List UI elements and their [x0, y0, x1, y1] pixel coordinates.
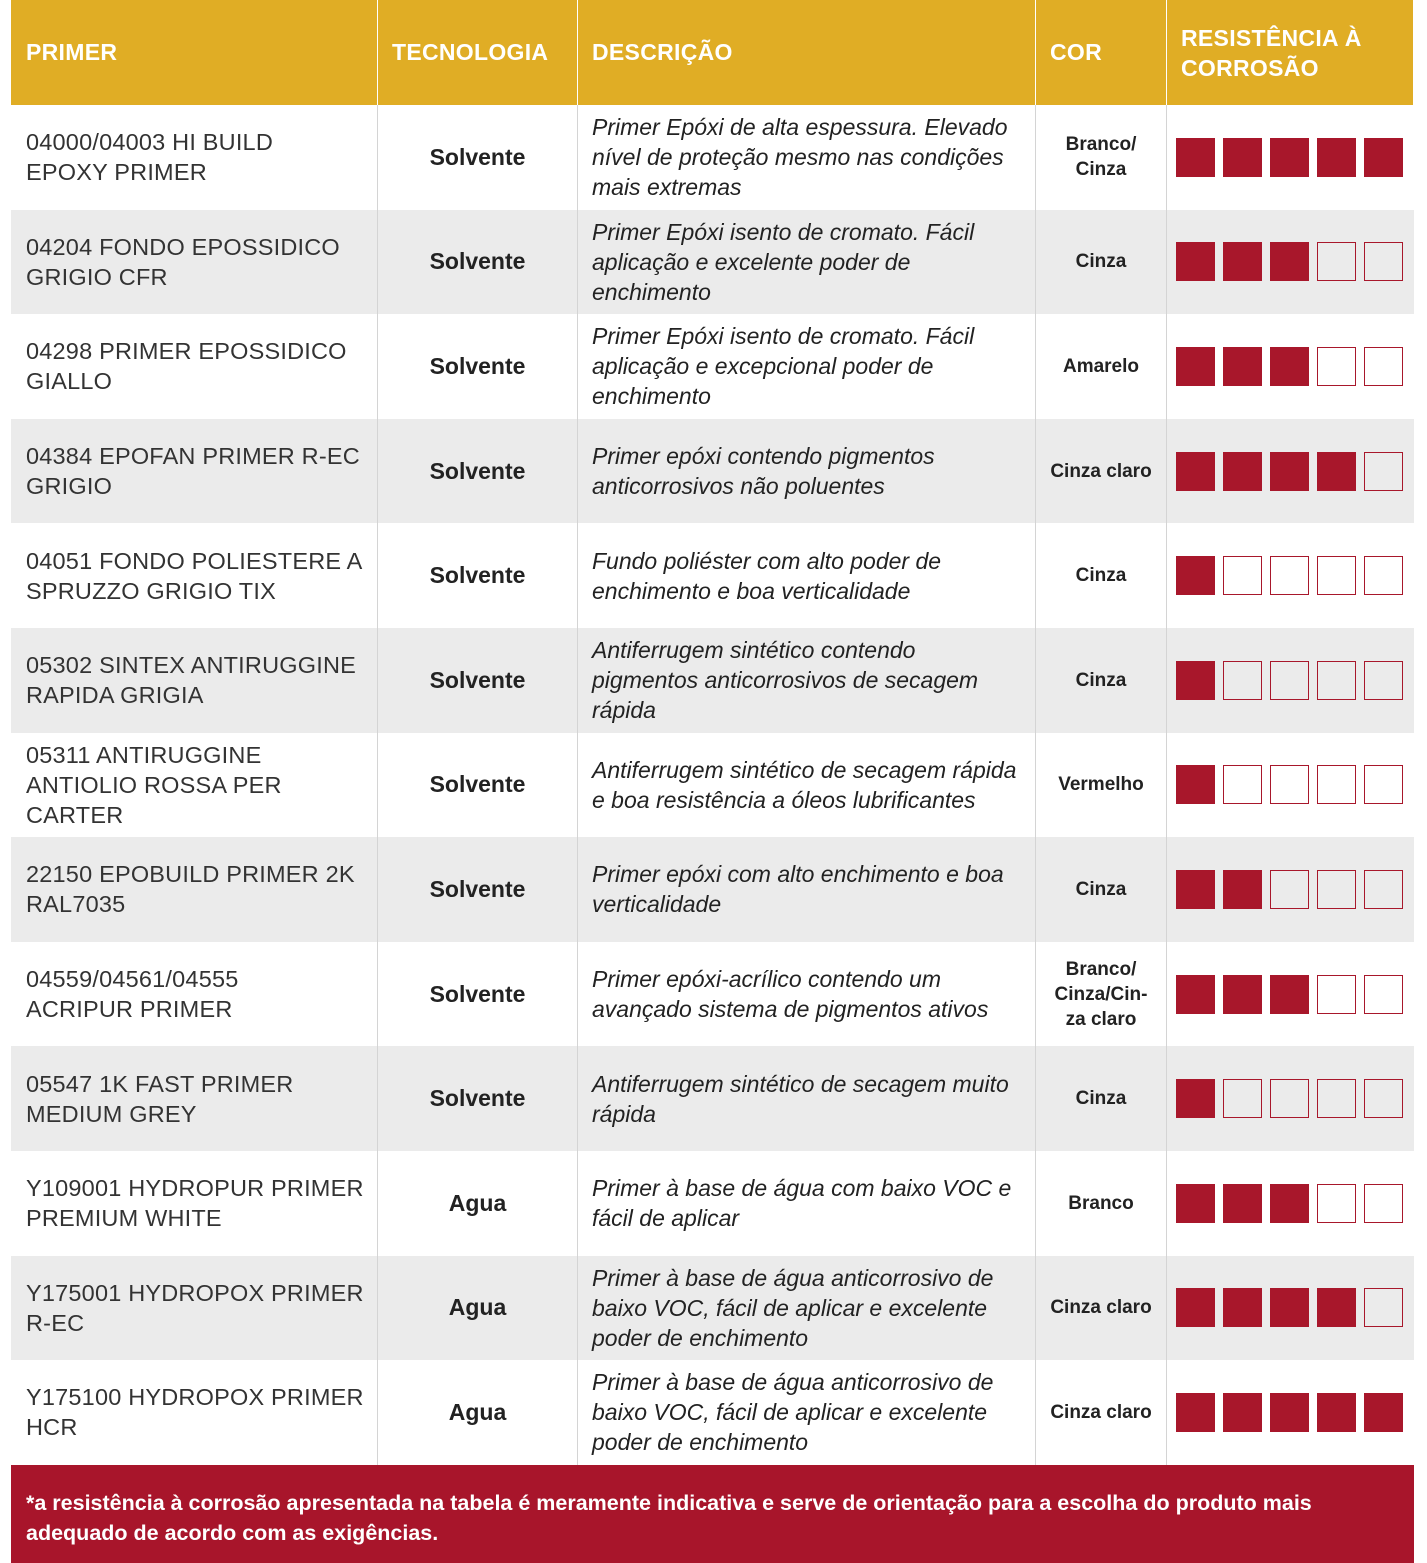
descricao: Primer epóxi com alto enchimento e boa verticalidade	[592, 861, 1004, 918]
table-row	[11, 523, 1414, 628]
descricao-cell	[578, 1046, 1036, 1151]
cor-cell	[1036, 942, 1167, 1047]
primer-name: 04384 EPOFAN PRIMER R-EC GRIGIO	[26, 443, 360, 500]
resistencia-cell	[1167, 105, 1414, 210]
tecnologia: Solvente	[429, 248, 526, 275]
rating-square-filled	[1270, 975, 1309, 1014]
cor-cell	[1036, 1046, 1167, 1151]
cor: Cinza	[1075, 565, 1127, 587]
tecnologia: Agua	[448, 1189, 507, 1216]
rating-square-empty	[1317, 1184, 1356, 1223]
rating-square-empty	[1364, 870, 1403, 909]
resistencia-cell	[1167, 1360, 1414, 1465]
resistencia-cell	[1167, 1256, 1414, 1361]
tecnologia-cell	[378, 314, 578, 419]
tecnologia: Solvente	[429, 980, 526, 1007]
table-row	[11, 1360, 1414, 1465]
table-header-row	[11, 0, 1414, 105]
table-row	[11, 210, 1414, 315]
descricao-cell	[578, 837, 1036, 942]
rating-square-empty	[1364, 975, 1403, 1014]
primer-name-cell	[11, 1151, 378, 1256]
rating-square-filled	[1176, 347, 1215, 386]
rating-square-empty	[1317, 556, 1356, 595]
rating-square-filled	[1270, 1184, 1309, 1223]
rating-square-empty	[1270, 765, 1309, 804]
rating-square-filled	[1223, 975, 1262, 1014]
rating-square-filled	[1176, 1393, 1215, 1432]
primer-name-cell	[11, 314, 378, 419]
rating-square-empty	[1364, 242, 1403, 281]
rating-square-filled	[1223, 1184, 1262, 1223]
primer-name-cell	[11, 942, 378, 1047]
primer-name: Y175100 HYDROPOX PRIMER HCR	[26, 1384, 364, 1441]
tecnologia: Solvente	[429, 1085, 526, 1112]
resistencia-rating	[1176, 452, 1403, 491]
cor: Cinza	[1075, 669, 1127, 691]
rating-square-empty	[1317, 661, 1356, 700]
rating-square-filled	[1223, 1393, 1262, 1432]
tecnologia: Agua	[448, 1398, 507, 1425]
resistencia-cell	[1167, 733, 1414, 838]
rating-square-filled	[1317, 1288, 1356, 1327]
tecnologia-cell	[378, 105, 578, 210]
tecnologia: Solvente	[429, 875, 526, 902]
rating-square-filled	[1223, 138, 1262, 177]
rating-square-filled	[1270, 452, 1309, 491]
rating-square-filled	[1176, 452, 1215, 491]
cor: Amarelo	[1062, 355, 1140, 377]
rating-square-empty	[1364, 556, 1403, 595]
rating-square-empty	[1223, 1079, 1262, 1118]
primer-name: Y109001 HYDROPUR PRIMER PREMIUM WHITE	[26, 1175, 364, 1232]
tecnologia-cell	[378, 419, 578, 524]
descricao-cell	[578, 210, 1036, 315]
cor-cell	[1036, 1151, 1167, 1256]
table-row	[11, 628, 1414, 733]
tecnologia-cell	[378, 942, 578, 1047]
cor-cell	[1036, 210, 1167, 315]
cor-cell	[1036, 419, 1167, 524]
primer-name-cell	[11, 210, 378, 315]
tecnologia-cell	[378, 837, 578, 942]
rating-square-filled	[1364, 1393, 1403, 1432]
rating-square-filled	[1176, 556, 1215, 595]
primer-name: 04204 FONDO EPOSSIDICO GRIGIO CFR	[26, 233, 340, 290]
header-tecnologia: TECNOLOGIA	[378, 0, 578, 105]
descricao-cell	[578, 628, 1036, 733]
tecnologia: Solvente	[429, 457, 526, 484]
rating-square-empty	[1317, 347, 1356, 386]
descricao: Primer epóxi contendo pigmentos anticorrosivos não poluentes	[592, 443, 935, 500]
rating-square-filled	[1223, 1288, 1262, 1327]
tecnologia-cell	[378, 1256, 578, 1361]
rating-square-filled	[1176, 765, 1215, 804]
resistencia-rating	[1176, 347, 1403, 386]
tecnologia: Solvente	[429, 143, 526, 170]
descricao-cell	[578, 105, 1036, 210]
primer-name: 04559/04561/04555 ACRIPUR PRIMER	[26, 966, 239, 1023]
rating-square-filled	[1364, 138, 1403, 177]
resistencia-rating	[1176, 1079, 1403, 1118]
tecnologia: Solvente	[429, 771, 526, 798]
rating-square-empty	[1317, 870, 1356, 909]
rating-square-filled	[1270, 138, 1309, 177]
cor-cell	[1036, 105, 1167, 210]
rating-square-filled	[1223, 242, 1262, 281]
resistencia-cell	[1167, 523, 1414, 628]
rating-square-empty	[1364, 661, 1403, 700]
resistencia-cell	[1167, 628, 1414, 733]
primer-name: 04298 PRIMER EPOSSIDICO GIALLO	[26, 338, 347, 395]
primer-name: 22150 EPOBUILD PRIMER 2K RAL7035	[26, 861, 355, 918]
descricao: Primer epóxi-acrílico contendo um avançado sistema de pigmentos ativos	[592, 966, 989, 1023]
descricao: Primer à base de água com baixo VOC e fácil de aplicar	[592, 1175, 1012, 1232]
descricao-cell	[578, 523, 1036, 628]
primer-name: 05311 ANTIRUGGINE ANTIOLIO ROSSA PER CARTER	[26, 741, 282, 828]
resistencia-cell	[1167, 1046, 1414, 1151]
primer-name-cell	[11, 523, 378, 628]
tecnologia-cell	[378, 1360, 578, 1465]
rating-square-filled	[1176, 870, 1215, 909]
tecnologia: Solvente	[429, 666, 526, 693]
cor: Cinza	[1075, 251, 1127, 273]
tecnologia-cell	[378, 210, 578, 315]
table-row	[11, 1046, 1414, 1151]
primer-name-cell	[11, 733, 378, 838]
descricao: Fundo poliéster com alto poder de enchimento e boa verticalidade	[592, 547, 942, 604]
primer-name-cell	[11, 837, 378, 942]
rating-square-filled	[1270, 1393, 1309, 1432]
header-descricao: DESCRIÇÃO	[578, 0, 1036, 105]
rating-square-filled	[1317, 138, 1356, 177]
rating-square-empty	[1317, 765, 1356, 804]
resistencia-cell	[1167, 419, 1414, 524]
rating-square-filled	[1270, 347, 1309, 386]
cor-cell	[1036, 523, 1167, 628]
rating-square-filled	[1270, 242, 1309, 281]
rating-square-filled	[1176, 661, 1215, 700]
resistencia-rating	[1176, 975, 1403, 1014]
rating-square-empty	[1364, 1079, 1403, 1118]
cor: Branco/ Cinza	[1065, 134, 1137, 181]
primer-name-cell	[11, 1256, 378, 1361]
header-resistencia: RESISTÊNCIA À CORROSÃO	[1167, 0, 1414, 105]
tecnologia-cell	[378, 733, 578, 838]
cor: Cinza claro	[1050, 1401, 1152, 1423]
cor-cell	[1036, 314, 1167, 419]
rating-square-empty	[1317, 242, 1356, 281]
descricao: Primer Epóxi isento de cromato. Fácil aplicação e excelente poder de enchimento	[592, 218, 975, 305]
table-row	[11, 1151, 1414, 1256]
rating-square-empty	[1364, 1184, 1403, 1223]
resistencia-rating	[1176, 1184, 1403, 1223]
rating-square-empty	[1270, 661, 1309, 700]
rating-square-empty	[1317, 1079, 1356, 1118]
table-row	[11, 837, 1414, 942]
resistencia-rating	[1176, 1288, 1403, 1327]
rating-square-filled	[1223, 452, 1262, 491]
cor: Cinza	[1075, 878, 1127, 900]
resistencia-rating	[1176, 661, 1403, 700]
descricao: Antiferrugem sintético de secagem rápida e boa resistência a óleos lubrificantes	[592, 756, 1017, 813]
rating-square-empty	[1270, 870, 1309, 909]
cor: Cinza	[1075, 1088, 1127, 1110]
footnote: *a resistência à corrosão apresentada na tabela é meramente indicativa e serve de orientação para a escolha do produto mais adequado de acordo com as exigências.	[11, 1465, 1414, 1563]
cor: Cinza claro	[1050, 1297, 1152, 1319]
tecnologia-cell	[378, 523, 578, 628]
descricao: Antiferrugem sintético de secagem muito rápida	[592, 1070, 1009, 1127]
descricao: Primer à base de água anticorrosivo de baixo VOC, fácil de aplicar e excelente poder de enchimento	[592, 1369, 994, 1456]
primer-name: 04000/04003 HI BUILD EPOXY PRIMER	[26, 129, 273, 186]
descricao-cell	[578, 1256, 1036, 1361]
rating-square-empty	[1364, 347, 1403, 386]
table-row	[11, 419, 1414, 524]
table-body	[11, 105, 1414, 1465]
resistencia-cell	[1167, 942, 1414, 1047]
table-row	[11, 314, 1414, 419]
cor: Branco/ Cinza/Cin- za claro	[1054, 958, 1148, 1030]
resistencia-rating	[1176, 242, 1403, 281]
cor-cell	[1036, 1256, 1167, 1361]
rating-square-empty	[1270, 1079, 1309, 1118]
descricao-cell	[578, 419, 1036, 524]
descricao-cell	[578, 314, 1036, 419]
cor-cell	[1036, 628, 1167, 733]
primer-name: Y175001 HYDROPOX PRIMER R-EC	[26, 1279, 364, 1336]
tecnologia-cell	[378, 1151, 578, 1256]
resistencia-cell	[1167, 314, 1414, 419]
primer-name-cell	[11, 1046, 378, 1151]
rating-square-empty	[1364, 1288, 1403, 1327]
table-row	[11, 105, 1414, 210]
resistencia-rating	[1176, 870, 1403, 909]
header-cor: COR	[1036, 0, 1167, 105]
primer-name-cell	[11, 628, 378, 733]
descricao-cell	[578, 1360, 1036, 1465]
rating-square-filled	[1176, 975, 1215, 1014]
rating-square-empty	[1223, 765, 1262, 804]
tecnologia: Agua	[448, 1294, 507, 1321]
rating-square-filled	[1176, 242, 1215, 281]
descricao: Primer Epóxi isento de cromato. Fácil aplicação e excepcional poder de enchimento	[592, 323, 975, 410]
rating-square-empty	[1364, 765, 1403, 804]
tecnologia-cell	[378, 1046, 578, 1151]
tecnologia-cell	[378, 628, 578, 733]
descricao-cell	[578, 733, 1036, 838]
rating-square-empty	[1364, 452, 1403, 491]
cor: Branco	[1068, 1192, 1134, 1214]
descricao-cell	[578, 942, 1036, 1047]
resistencia-rating	[1176, 138, 1403, 177]
resistencia-cell	[1167, 1151, 1414, 1256]
primer-name: 05302 SINTEX ANTIRUGGINE RAPIDA GRIGIA	[26, 652, 356, 709]
primer-name-cell	[11, 1360, 378, 1465]
cor-cell	[1036, 1360, 1167, 1465]
rating-square-filled	[1176, 1288, 1215, 1327]
descricao: Primer à base de água anticorrosivo de baixo VOC, fácil de aplicar e excelente poder de enchimento	[592, 1264, 994, 1351]
cor: Vermelho	[1058, 774, 1144, 796]
rating-square-filled	[1176, 138, 1215, 177]
primer-name-cell	[11, 419, 378, 524]
rating-square-empty	[1270, 556, 1309, 595]
descricao-cell	[578, 1151, 1036, 1256]
table-row	[11, 733, 1414, 838]
tecnologia: Solvente	[429, 352, 526, 379]
resistencia-cell	[1167, 210, 1414, 315]
cor-cell	[1036, 837, 1167, 942]
resistencia-cell	[1167, 837, 1414, 942]
primer-table	[11, 0, 1414, 1465]
table-row	[11, 942, 1414, 1047]
rating-square-filled	[1317, 452, 1356, 491]
rating-square-empty	[1223, 556, 1262, 595]
rating-square-filled	[1223, 870, 1262, 909]
resistencia-rating	[1176, 556, 1403, 595]
rating-square-filled	[1270, 1288, 1309, 1327]
tecnologia: Solvente	[429, 562, 526, 589]
cor-cell	[1036, 733, 1167, 838]
rating-square-filled	[1223, 347, 1262, 386]
primer-name: 04051 FONDO POLIESTERE A SPRUZZO GRIGIO TIX	[26, 547, 363, 604]
header-primer: PRIMER	[11, 0, 378, 105]
rating-square-filled	[1176, 1184, 1215, 1223]
table-row	[11, 1256, 1414, 1361]
resistencia-rating	[1176, 765, 1403, 804]
descricao: Primer Epóxi de alta espessura. Elevado nível de proteção mesmo nas condições mais extremas	[592, 114, 1008, 201]
cor: Cinza claro	[1050, 460, 1152, 482]
primer-name-cell	[11, 105, 378, 210]
rating-square-filled	[1317, 1393, 1356, 1432]
descricao: Antiferrugem sintético contendo pigmentos anticorrosivos de secagem rápida	[592, 637, 979, 724]
primer-name: 05547 1K FAST PRIMER MEDIUM GREY	[26, 1070, 294, 1127]
resistencia-rating	[1176, 1393, 1403, 1432]
rating-square-empty	[1317, 975, 1356, 1014]
rating-square-filled	[1176, 1079, 1215, 1118]
rating-square-empty	[1223, 661, 1262, 700]
